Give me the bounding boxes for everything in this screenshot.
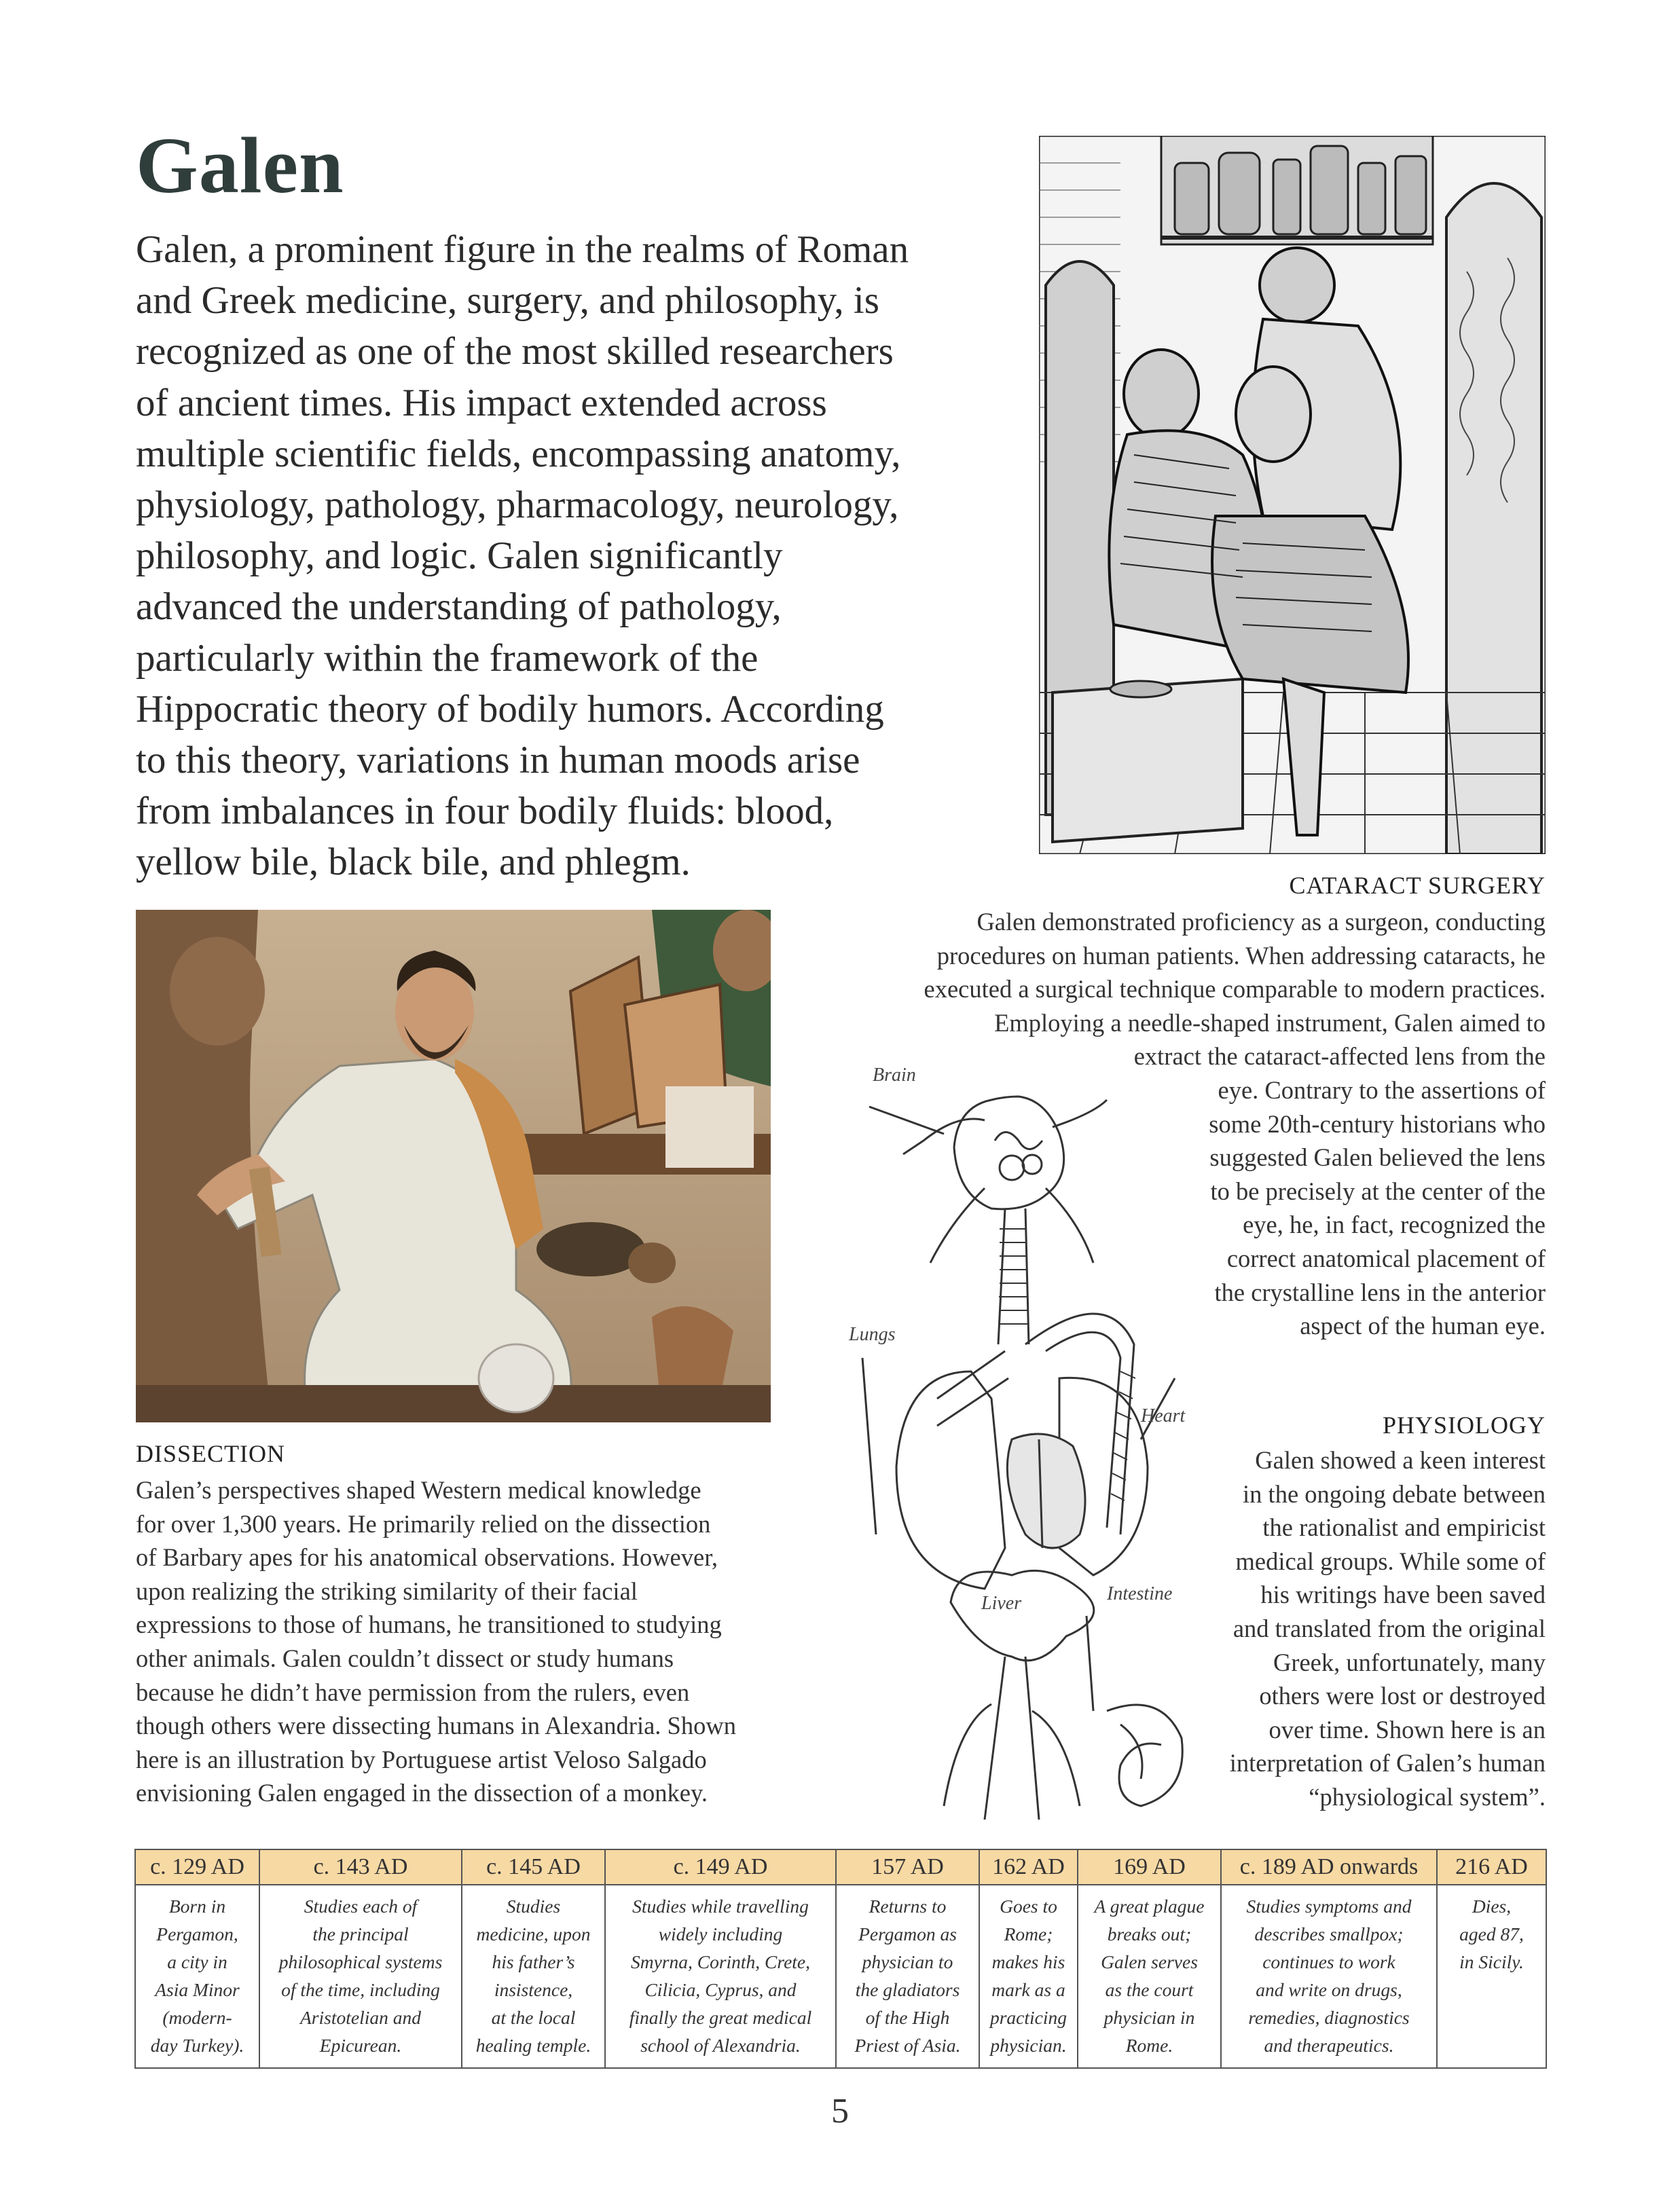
physiology-drawing: [822, 1059, 1216, 1833]
timeline-event-line: A great plague: [1094, 1896, 1205, 1917]
timeline-event-line: his father’s: [492, 1951, 575, 1972]
timeline-event-line: at the local: [491, 2007, 576, 2028]
physiology-text-line: medical groups. While some of: [1235, 1547, 1546, 1575]
timeline-date: 169 AD: [1078, 1849, 1221, 1885]
page-number: 5: [831, 2092, 849, 2131]
timeline-event-line: Studies while travelling: [632, 1896, 809, 1917]
timeline-event-line: mark as a: [991, 1979, 1065, 2000]
timeline-event: [135, 1885, 259, 2068]
physiological-system-diagram: [822, 1059, 1216, 1833]
dissection-heading: DISSECTION: [136, 1440, 286, 1467]
intro-line: advanced the understanding of pathology,: [136, 585, 782, 629]
timeline-event-line: breaks out;: [1107, 1923, 1192, 1944]
physiology-text-line: interpretation of Galen’s human: [1229, 1749, 1546, 1777]
timeline-event-line: and therapeutics.: [1264, 2035, 1394, 2056]
brain-label: Brain: [873, 1065, 916, 1086]
timeline-event-line: widely including: [658, 1923, 783, 1944]
physiology-heading: PHYSIOLOGY: [1382, 1412, 1546, 1439]
timeline-event: [979, 1885, 1078, 2068]
timeline-event-line: Epicurean.: [319, 2035, 402, 2056]
physiology-text-line: others were lost or destroyed: [1259, 1682, 1546, 1710]
cataract-text-line: procedures on human patients. When addressing cataracts, he: [936, 941, 1546, 970]
dissection-text-line: Galen’s perspectives shaped Western medical knowledge: [136, 1476, 701, 1504]
timeline-event-line: the gladiators: [855, 1979, 960, 2000]
timeline-event-line: makes his: [991, 1951, 1065, 1972]
timeline-event-line: and write on drugs,: [1256, 1979, 1402, 2000]
timeline-event-line: Smyrna, Corinth, Crete,: [630, 1951, 811, 1972]
timeline-event-line: Aristotelian and: [300, 2007, 421, 2028]
physiology-text-line: over time. Shown here is an: [1268, 1715, 1546, 1744]
timeline-date: c. 145 AD: [462, 1849, 605, 1885]
timeline-event-line: insistence,: [494, 1979, 573, 2000]
timeline-event-line: Pergamon,: [156, 1923, 238, 1944]
cataract-text-line: some 20th-century historians who: [1209, 1109, 1546, 1138]
timeline-event-line: Returns to: [869, 1896, 947, 1917]
timeline-event-line: day Turkey).: [150, 2035, 244, 2056]
page-title: Galen: [136, 121, 344, 210]
heart-label: Heart: [1141, 1405, 1186, 1426]
timeline-date: 216 AD: [1437, 1849, 1546, 1885]
timeline-event-line: aged 87,: [1459, 1923, 1524, 1944]
timeline-date: c. 129 AD: [135, 1849, 259, 1885]
physiology-text: [1165, 1443, 1546, 1814]
cataract-text-line: correct anatomical placement of: [1226, 1244, 1546, 1272]
timeline-event-line: physician in: [1103, 2007, 1195, 2028]
timeline-event-line: practicing: [989, 2007, 1067, 2028]
cataract-text-line: eye. Contrary to the assertions of: [1218, 1075, 1546, 1104]
timeline-event-line: describes smallpox;: [1254, 1923, 1404, 1944]
intro-line: multiple scientific fields, encompassing anatomy,: [136, 432, 901, 475]
timeline-event-line: Rome;: [1004, 1923, 1053, 1944]
cataract-text-line: suggested Galen believed the lens: [1209, 1143, 1546, 1172]
timeline-date: 162 AD: [979, 1849, 1078, 1885]
cataract-text-line: Galen demonstrated proficiency as a surgeon, conducting: [976, 908, 1546, 936]
intro-line: from imbalances in four bodily fluids: blood,: [136, 790, 834, 833]
timeline-event: [1437, 1885, 1546, 2068]
timeline-event-line: of the High: [865, 2007, 950, 2028]
dissection-text-line: upon realizing the striking similarity of their facial: [136, 1577, 638, 1605]
timeline-event-line: finally the great medical: [629, 2007, 812, 2028]
intro-line: to this theory, variations in human moods arise: [136, 739, 860, 782]
timeline-date: c. 189 AD onwards: [1221, 1849, 1437, 1885]
timeline-body-row: [135, 1885, 1546, 2068]
timeline-event-line: of the time, including: [281, 1979, 440, 2000]
cataract-text-line: extract the cataract-affected lens from the: [1133, 1042, 1546, 1071]
intestine-label: Intestine: [1107, 1583, 1173, 1604]
physiology-text-line: the rationalist and empiricist: [1262, 1513, 1546, 1542]
dissection-text-line: for over 1,300 years. He primarily relied on the dissection: [136, 1509, 711, 1538]
dissection-text: [136, 1473, 849, 1810]
timeline-event-line: physician.: [990, 2035, 1067, 2056]
timeline-event-line: philosophical systems: [278, 1951, 443, 1972]
lungs-label: Lungs: [849, 1324, 896, 1345]
intro-line: physiology, pathology, pharmacology, neurology,: [136, 483, 899, 527]
timeline-event-line: (modern-: [162, 2007, 232, 2028]
timeline-event-line: Dies,: [1472, 1896, 1512, 1917]
dissection-text-line: envisioning Galen engaged in the dissection of a monkey.: [136, 1779, 708, 1807]
timeline-event-line: medicine, upon: [476, 1923, 591, 1944]
cataract-text-line: eye, he, in fact, recognized the: [1243, 1211, 1546, 1239]
timeline-event-line: Studies each of: [304, 1896, 418, 1917]
intro-paragraph: [136, 224, 1019, 888]
timeline-event-line: Rome.: [1125, 2035, 1173, 2056]
dissection-text-line: here is an illustration by Portuguese artist Veloso Salgado: [136, 1745, 707, 1773]
cataract-text-line: executed a surgical technique comparable to modern practices.: [924, 975, 1546, 1003]
intro-line: of ancient times. His impact extended across: [136, 381, 827, 424]
timeline-event-line: a city in: [167, 1951, 227, 1972]
intro-line: Hippocratic theory of bodily humors. According: [136, 687, 884, 731]
physiology-text-line: and translated from the original: [1232, 1614, 1546, 1642]
intro-line: particularly within the framework of the: [136, 636, 759, 680]
timeline-event: [259, 1885, 462, 2068]
timeline-event: [605, 1885, 836, 2068]
liver-label: Liver: [981, 1593, 1022, 1614]
intro-line: and Greek medicine, surgery, and philosophy, is: [136, 279, 879, 322]
cataract-text-line: Employing a needle-shaped instrument, Galen aimed to: [994, 1008, 1546, 1037]
timeline-event: [836, 1885, 979, 2068]
timeline-event-line: physician to: [862, 1951, 953, 1972]
timeline-event-line: Galen serves: [1101, 1951, 1198, 1972]
timeline-event-line: Studies symptoms and: [1246, 1896, 1412, 1917]
cataract-surgery-heading: CATARACT SURGERY: [1289, 872, 1546, 899]
physiology-text-line: Greek, unfortunately, many: [1273, 1648, 1546, 1676]
timeline-event-line: Asia Minor: [155, 1979, 240, 2000]
timeline-event-line: as the court: [1105, 1979, 1194, 2000]
timeline-table: [134, 1849, 1547, 2069]
cataract-text-line: aspect of the human eye.: [1300, 1312, 1546, 1340]
galen-dissection-painting: [136, 910, 771, 1422]
timeline-date: c. 143 AD: [259, 1849, 462, 1885]
physiology-text-line: his writings have been saved: [1260, 1581, 1546, 1609]
timeline-event: [462, 1885, 605, 2068]
timeline-event-line: Studies: [506, 1896, 561, 1917]
timeline-event-line: Goes to: [1000, 1896, 1057, 1917]
timeline-event-line: Born in: [168, 1896, 226, 1917]
dissection-text-line: because he didn’t have permission from the rulers, even: [136, 1678, 690, 1706]
cataract-surgery-illustration: [1039, 136, 1546, 854]
timeline-event-line: healing temple.: [475, 2035, 591, 2056]
timeline-event-line: the principal: [312, 1923, 409, 1944]
timeline-date: c. 149 AD: [605, 1849, 836, 1885]
intro-line: recognized as one of the most skilled researchers: [136, 330, 894, 373]
timeline-date: 157 AD: [836, 1849, 979, 1885]
timeline-event-line: school of Alexandria.: [640, 2035, 801, 2056]
timeline-header-row: [135, 1849, 1546, 1885]
timeline-event-line: Cilicia, Cyprus, and: [644, 1979, 797, 2000]
painting-image: [136, 910, 771, 1422]
physiology-text-line: Galen showed a keen interest: [1255, 1446, 1546, 1474]
dissection-text-line: expressions to those of humans, he transitioned to studying: [136, 1610, 722, 1639]
timeline-event-line: in Sicily.: [1459, 1951, 1524, 1972]
timeline-event-line: continues to work: [1262, 1951, 1395, 1972]
dissection-text-line: of Barbary apes for his anatomical observations. However,: [136, 1543, 718, 1572]
cataract-text-line: the crystalline lens in the anterior: [1214, 1278, 1546, 1306]
intro-line: philosophy, and logic. Galen significantly: [136, 534, 783, 578]
timeline-event: [1221, 1885, 1437, 2068]
intro-line: Galen, a prominent figure in the realms of Roman: [136, 228, 909, 271]
dissection-text-line: other animals. Galen couldn’t dissect or study humans: [136, 1644, 674, 1672]
timeline-event: [1078, 1885, 1221, 2068]
woodcut-image: [1039, 136, 1546, 854]
dissection-text-line: though others were dissecting humans in Alexandria. Shown: [136, 1712, 736, 1740]
physiology-text-line: in the ongoing debate between: [1243, 1479, 1546, 1508]
physiology-text-line: “physiological system”.: [1309, 1782, 1546, 1811]
intro-line: yellow bile, black bile, and phlegm.: [136, 841, 691, 884]
cataract-text-line: to be precisely at the center of the: [1210, 1177, 1546, 1205]
timeline-event-line: Pergamon as: [858, 1923, 957, 1944]
timeline-event-line: remedies, diagnostics: [1248, 2007, 1410, 2028]
timeline-event-line: Priest of Asia.: [854, 2035, 961, 2056]
